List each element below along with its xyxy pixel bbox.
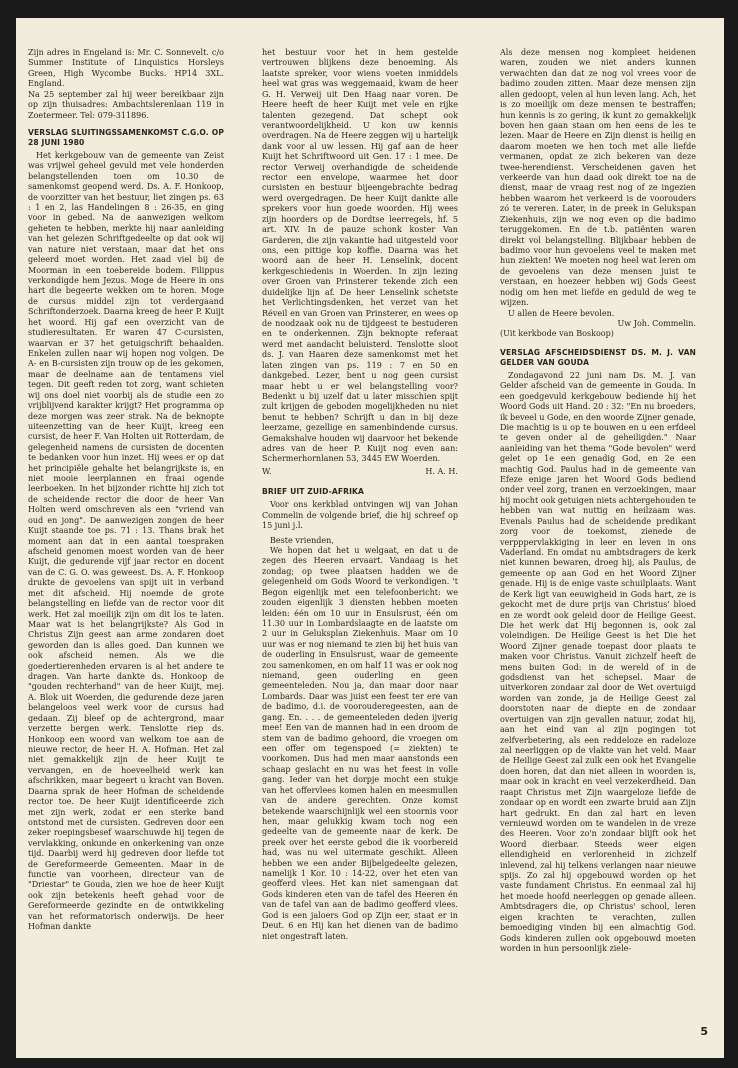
article-body-cgo: Het kerkgebouw van de gemeente van Zeist was vrijwel geheel gevuld met vele honderden belangstellenden toen om 10.30 de samenkomst geopend werd. Ds. A. F. Honkoop, de voorzitter van het bestuur, liet zingen ps. 63 : 1 en 2, las Handelingen 8 : 26-35, en ging voor in gebed. Na de aanwezigen welkom geheten te hebben, merkte hij naar aanleiding van het gelezen Schriftgedeelte op dat ook wij van nature niet verstaan, maar dat het ons geleerd moet worden. Het zaad viel bij de Moorman in een toebereide bodem. Filippus verkondigde hem Jezus. Moge de Heere in ons hart die begeerte wekken om te horen. Moge de cursus middel zijn tot verdergaand Schriftonderzoek. Daarna kreeg de heer P. Kuijt het woord. Hij gaf een overzicht van de studieresultaten. Er waren 47 C-cursisten, waarvan er 37 het getuigschrift behaalden. Enkelen zullen naar wij hopen nog volgen. De A- en B-cursisten zijn trouw op de les gekomen, maar de deelname aan de tentamens viel tegen. Dit geeft reden tot zorg, want schieten wij ons doel niet voorbij als de studie een zo vrijblijvend karakter krijgt? Het programma op deze morgen was zeer strak. Na de beknopte uiteenzetting van de heer Kuijt, kreeg een cursist, de heer F. Van Holten uit Rotterdam, de gelegenheid namens de cursisten de docenten te bedanken voor hun inzet. Hij wees er op dat het principiële gehalte het belangrijkste is, en niet mooie leerplannen en fraai ogende leerboeken. In het bijzonder richtte hij zich tot de scheidende rector die door de heer Van Holten werd omschreven als een "vriend van oud en jong". De aanwezigen zongen de heer Kuijt staande toe ps. 71 : 13. Thans brak het moment aan dat in een aantal toespraken afscheid genomen moest worden van de heer Kuijt, die gedurende vijf jaar rector en docent van de C. G. O. was geweest. Ds. A. F. Honkoop drukte de gevoelens van spijt uit in verband met dit afscheid. Hij noemde de grote belangstelling en liefde van de rector voor dit werk. Het zal moeilijk zijn om dit los te laten. Maar wat is het belangrijkste? Als God in Christus Zijn geest aan arme zondaren doet geworden dan is alles goed. Dan kunnen we ook afscheid nemen. Als we die goedertierenheden ervaren is al het andere te dragen. Van harte dankte ds. Honkoop de "gouden rechterhand" van de heer Kuijt, mej. A. Blok uit Woerden, die gedurende deze jaren belangeloos veel werk voor de cursus had gedaan. Zij bleef op de achtergrond, maar verzette bergen werk. Tenslotte riep ds. Honkoop een woord van welkom toe aan de nieuwe rector, de heer H. A. Hofman. Het zal niet gemakkelijk zijn de heer Kuijt te vervangen, en de hoeveelheid werk kan afschrikken, maar begeert u kracht van Boven. Daarna sprak de heer Hofman de scheidende rector toe. De heer Kuijt identificeerde zich met zijn werk, zodat er een sterke band ontstond met de cursisten. Gedreven door een zeker roepingsbesef waarschuwde hij tegen de vervlakking, onkunde en onkerkening van onze tijd. Daarbij werd hij gedreven door liefde tot de Gereformeerde Gemeenten. Maar in de functie van voorheen, directeur van de "Driestar" te Gouda, zien we hoe de heer Kuijt ook zijn betekenis heeft gehad voor de Gereformeerde gezindte en de ontwikkeling van het reformatorisch onderwijs. De heer Hofman dankte — [28, 150, 224, 932]
article-signature-cgo — [262, 467, 458, 477]
column-right — [500, 48, 696, 954]
letter-greeting: Beste vrienden, — [270, 535, 334, 545]
home-address-paragraph: Na 25 september zal hij weer bereikbaar zijn op zijn thuisadres: Ambachtslerenlaan 119 in Zoetermeer. Tel: 079-311896. — [28, 89, 224, 120]
signature-author: H. A. H. — [425, 466, 458, 476]
magazine-page — [16, 18, 724, 1058]
article-heading-farewell-service: VERSLAG AFSCHEIDSDIENST DS. M. J. VAN GELDER VAN GOUDA — [500, 347, 696, 367]
letter-signature: Uw Joh. Commelin. — [617, 318, 696, 328]
page-number: 5 — [700, 1025, 708, 1038]
article-heading-letter: BRIEF UIT ZUID-AFRIKA — [262, 487, 364, 497]
column-middle — [262, 48, 458, 942]
address-paragraph: Zijn adres in Engeland is: Mr. C. Sonnevelt. c/o Summer Institute of Linquistics Horsleys Green, High Wycombe Bucks. HP14 3XL. England. — [28, 48, 224, 89]
letter-body: We hopen dat het u welgaat, en dat u de zegen des Heeren ervaart. Vandaag is het zondag; op twee plaatsen hadden we de gelegenheid om Gods Woord te verkondigen. 't Begon eigenlijk met een telefoonbericht: we zouden eigenlijk 3 diensten hebben moeten leiden: één om 10 uur in Ensulsrust, één om 11.30 uur in Lombardslaagte en de laatste om 2 uur in Geluksplan Ziekenhuis. Maar om 10 uur was er nog niemand te zien bij het huis van de ouderling in Ensulsrust, waar de gemeente zou samenkomen, en om half 11 was er ook nog niemand, geen ouderling en geen gemeenteleden. Nou ja, dan maar door naar Lombards. Daar was juist een feest ter ere van de badimo, d.i. de voorouderegeesten, aan de gang. En. . . . de gemeenteleden deden ijverig mee! Een van de mannen had in een droom de stem van de badimo gehoord, die vroegen om een offer om tegenspoed (= ziekten) te voorkomen. Dus had men maar aanstonds een schaap geslacht en nu was het feest in volle gang. Ieder van het dorpje mocht een stukje van het offervlees komen halen en meesmullen van de andere gerechten. Onze komst betekende waarschijnlijk wel een stoornis voor hen, maar gelukkig kwam toch nog een gedeelte van de gemeente naar de kerk. De preek over het eerste gebod die ik voorbereid had, was nu wel uitermate geschikt. Alleen hebben we een ander Bijbelgedeelte gelezen, namelijk 1 Kor. 10 : 14-22, over het eten van geofferd vlees. Het kan niet samengaan dat Gods kinderen eten van de tafel des Heeren én van de tafel van aan de badimo geofferd vlees. God is een jaloers God op Zijn eer, staat er in Deut. 6 en Hij kan het dienen van de badimo niet ongestraft laten. — [262, 545, 459, 941]
article-body-cgo-continued: het bestuur voor het in hem gestelde vertrouwen blijkens deze benoeming. Als laatste spreker, voor wiens voeten inmiddels heel wat gras was weggemaaid, kwam de heer G. H. Verweij uit Den Haag naar voren. De Heere heeft de heer Kuijt met vele en rijke talenten gezegend. Dat schept ook verantwoordelijkheid. U kon uw kennis overdragen. Na de Heere zeggen wij u hartelijk dank voor al uw lessen. Hij gaf aan de heer Kuijt het Schriftwoord uit Gen. 17 : 1 mee. De rector Verweij overhandigde de scheidende rector een envelope, waarmee het door cursisten en bestuur bijeengebrachte bedrag werd overgedragen. De heer Kuijt dankte alle sprekers voor hun goede woorden. Hij wees zijn hoorders op de Dordtse leerregels, hf. 5 art. XIV. In de pauze schonk koster Van Garderen, die zijn vakantie had uitgesteld voor ons, een pittige kop koffie. Daarna was het woord aan de heer H. Lenselink, docent kerkgeschiedenis in Woerden. In zijn lezing over Groen van Prinsterer tekende zich een duidelijke lijn af. De heer Lenselink schetste het Verlichtingsdenken, het verzet van het Réveil en van Groen van Prinsterer, en wees op de noodzaak ook nu de tijdgeest te bestuderen en te onderkennen. Zijn beknopte referaat werd met aandacht beluisterd. Tenslotte sloot ds. J. van Haaren deze samenkomst met het laten zingen van ps. 119 : 7 en 50 en dankgebed. Lezer, bent u nog geen cursist maar hebt u er wel belangstelling voor? Bedenkt u bij uzelf dat u later misschien spijt zult krijgen de geboden mogelijkheden nu niet benut te hebben? Schrijft u dan in bij deze leerzame, gezellige en samenbindende cursus. Gemakshalve houden wij daarvoor het bekende adres van de heer P. Kuijt nog even aan: Schermerhornlanen 53, 3445 EW Woerden. — [262, 48, 458, 464]
letter-source: (Uit kerkbode van Boskoop) — [500, 329, 614, 339]
letter-body-continued: Als deze mensen nog kompleet heidenen waren, zouden we niet anders kunnen verwachten dan dat ze nog vol vrees voor de badimo zouden zitten. Maar deze mensen zijn allen gedoopt, velen al hun leven lang. Ach, het is zo moeilijk om deze mensen te bestraffen; hun kennis is zo gering, ik kunt zo gemakkelijk boven hen gaan staan om hen eens de les te lezen. Maar de Heere en Zijn dienst is heilig en daarom moeten we hen toch met alle liefde vermanen, opdat ze zich bekeren van deze twee-herendienst. Verscheidenen gaven het verkeerde van hun daad ook direkt toe na de dienst, maar de vraag rest nog of ze ingezien hebben waarom het verkeerd is de voorouders zó te vereren. Later, in de preek in Gelukspan Ziekenhuis, zijn we nog even op die badimo teruggekomen. En de t.b. patiënten waren direkt vol belangstelling. Blijkbaar hebben de badimo voor hun gevoelens veel te maken met hun ziekten! We moeten nog heel wat leren om de gevoelens van deze mensen juist te verstaan, en hoezeer hebben wij Gods Geest nodig om hen met liefde en geduld de weg te wijzen. — [500, 48, 696, 308]
article-body-farewell-service: Zondagavond 22 juni nam Ds. M. J. van Gelder afscheid van de gemeente in Gouda. In een goedgevuld kerkgebouw bediende hij het Woord Gods uit Hand. 20 : 32: "En nu broeders, ik beveel u Gode, en den woorde Zijner genade, Die machtig is u op te bouwen en u een erfdeel te geven onder al de geheiligden." Naar aanleiding van het thema "Gode bevolen" werd gelet op 1e een genadig God, en 2e een machtig God. Paulus had in de gemeente van Efeze enige jaren het Woord Gods bediend onder veel zorg, tranen en verzoekingen, maar hij mocht ook getuigen niets achtergehouden te hebben van wat nuttig en heilzaam was. Evenals Paulus had de scheidende predikant zorg voor de toekomst, zienede de verpppervlakkiging in leer en leven in ons Vaderland. En omdat nu ambtsdragers de kerk niet kunnen bewaren, droeg hij, als Paulus, de gemeente op aan God en het Woord Zijner genade. Hij is de enige vaste schuilplaats. Want de Kerk ligt van eeuwigheid in Gods hart, ze is gekocht met de dure prijs van Christus' bloed en ze wordt ook geleid door de Heilige Geest. Die het werk dat Hij begonnen is, ook zal voleindigen. De Heilige Geest is het Die het Woord Zijner genade toepast door plaats te maken voor Christus. Vanuit zichzelf heeft de mens buiten God: in de wereld of in de godsdienst van het schepsel. Maar de uitverkoren zondaar zal door de Wet overtuigd worden van zonde, ja de Heilige Geest zal doorstoten naar de diepte en de zondaar overtuigen van zijn gevallen natuur, zodat hij, aan het eind van al zijn pogingen tot zelfverbetering, als een reddeloze en radeloze zal neerliggen op de vlakte van het veld. Maar de Heilige Geest zal zulk een ook het Evangelie doen horen, dat dan niet alleen in woorden is, maar ook in kracht en veel verzekerdheid. Dan raapt Christus met Zijn waargeloze liefde de zondaar op en wordt een zwarte bruid aan Zijn hart gedrukt. En dan zal hart en leven vernieuwd worden om te wandelen in de vreze des Heeren. Voor zo'n zondaar blijft ook het Woord dierbaar. Steeds weer eigen ellendigheid en verlorenheid in zichzelf inlevend, zal hij telkens verlangen naar nieuwe spijs. Zo zal hij opgebouwd worden op het vaste fundament Christus. En eenmaal zal hij het moede hoofd neerleggen op genade alleen. Ambtsdragers die, op Christus' school, leren eigen krachten te verachten, zullen bemoediging vinden bij een almachtig God. Gods kinderen zullen ook opgebouwd moeten worden in hun persoonlijk ziele- — [500, 370, 696, 954]
letter-farewell: U allen de Heere bevolen. — [508, 308, 615, 318]
signature-initial: W. — [262, 466, 272, 476]
column-left — [28, 48, 224, 933]
letter-intro: Voor ons kerkblad ontvingen wij van Johan Commelin de volgende brief, die hij schreef op 15 juni j.l. — [262, 500, 458, 531]
article-heading-cgo: VERSLAG SLUITINGSSAMENKOMST C.G.O. OP 28 JUNI 1980 — [28, 127, 224, 147]
